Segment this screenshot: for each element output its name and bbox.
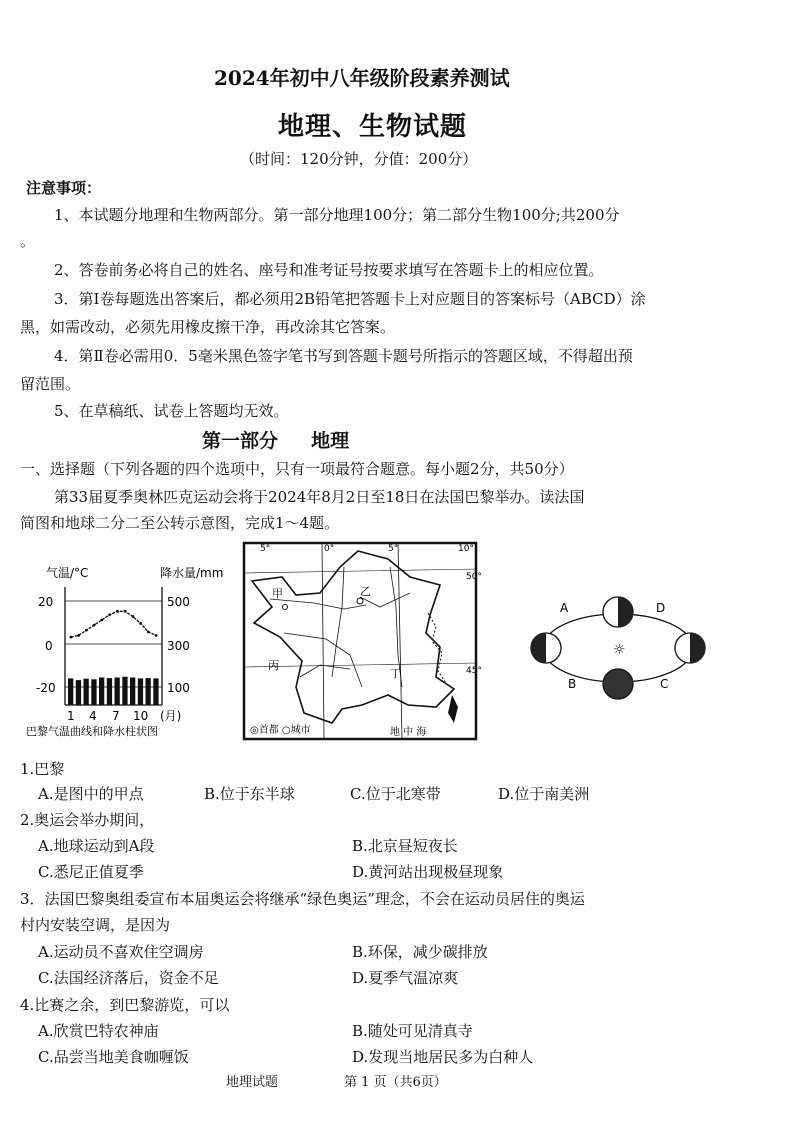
section1-heading: 一、选择题（下列各题的四个选项中，只有一项最符合题意。每小题2分，共50分） (20, 460, 574, 478)
intro-line1: 第33届夏季奥林匹克运动会将于2024年8月2日至18日在法国巴黎举办。读法国 (54, 488, 585, 506)
precip-bar-8 (122, 677, 127, 705)
map-label-bing: 丙 (268, 659, 279, 672)
q1-option-b[interactable]: B.位于东半球 (204, 785, 295, 803)
map-legend: ◎首都 ○城市 (250, 725, 311, 736)
q3-stem: 3．法国巴黎奥组委宣布本届奥运会将继承“绿色奥运”理念，不会在运动员居住的奥运 (20, 890, 585, 908)
temp-point-5 (101, 619, 104, 622)
q4-option-a[interactable]: A.欣赏巴特农神庙 (38, 1022, 159, 1040)
precip-tick-100: 100 (167, 681, 190, 695)
q4-option-b[interactable]: B.随处可见清真寺 (352, 1022, 473, 1040)
q2-stem: 2.奥运会举办期间， (20, 811, 155, 829)
precip-bar-1 (68, 678, 73, 705)
precip-bar-6 (107, 678, 112, 705)
precip-bar-9 (130, 678, 135, 706)
temperature-curve (71, 611, 156, 637)
q3-stem-cont: 村内安装空调，是因为 (20, 916, 171, 934)
temp-point-9 (132, 615, 135, 618)
precip-bar-2 (76, 680, 81, 705)
temp-point-11 (147, 631, 150, 634)
note-2: 2、答卷前务必将自己的姓名、座号和准考证号按要求填写在答题卡上的相应位置。 (54, 261, 604, 279)
q1-option-a[interactable]: A.是图中的甲点 (38, 785, 144, 803)
temp-point-2 (77, 634, 80, 637)
temp-point-6 (108, 613, 111, 616)
month-tick-4: 4 (89, 709, 97, 723)
orbit-label-b: B (568, 677, 577, 691)
month-unit: (月) (160, 709, 182, 723)
precip-bar-11 (146, 678, 151, 705)
temp-point-8 (124, 610, 127, 613)
note-1: 1、本试题分地理和生物两部分。第一部分地理100分；第二部分生物100分;共200分 (54, 206, 620, 224)
orbit-label-c: C (660, 677, 669, 691)
temp-point-1 (70, 636, 73, 639)
earth-top-night (618, 597, 633, 627)
chart-caption: 巴黎气温曲线和降水柱状图 (26, 725, 158, 738)
note-3-cont: 黑，如需改动，必须先用橡皮擦干净，再改涂其它答案。 (20, 318, 396, 336)
temp-point-10 (139, 622, 142, 625)
footer-subject: 地理试题 (226, 1075, 279, 1090)
q4-option-d[interactable]: D.发现当地居民多为白种人 (352, 1048, 534, 1066)
q1-stem: 1.巴黎 (20, 760, 65, 778)
temp-point-3 (85, 629, 88, 632)
precip-axis-label: 降水量/mm (160, 566, 224, 580)
earth-right-night (690, 633, 705, 663)
map-label-yi: 乙 (360, 585, 371, 598)
map-lon-0: 0° (324, 544, 335, 554)
q2-option-d[interactable]: D.黄河站出现极昼现象 (352, 863, 504, 881)
q4-option-c[interactable]: C.品尝当地美食咖喱饭 (38, 1048, 189, 1066)
temp-point-4 (93, 624, 96, 627)
map-label-sea: 地 中 海 (390, 727, 427, 738)
precip-bar-10 (138, 678, 143, 705)
temp-tick-20: 20 (38, 595, 54, 609)
time-score: （时间：120分钟，分值：200分） (240, 150, 478, 168)
q3-option-a[interactable]: A.运动员不喜欢住空调房 (38, 943, 204, 961)
note-4: 4．第Ⅱ卷必需用0．5毫米黑色签字笔书写到答题卡题号所指示的答题区域，不得超出预 (54, 347, 633, 365)
map-label-jia: 甲 (272, 587, 283, 600)
month-tick-7: 7 (112, 709, 120, 723)
sun-icon: ☼ (613, 642, 626, 658)
note-3: 3．第Ⅰ卷每题选出答案后，都必须用2B铅笔把答题卡上对应题目的答案标号（ABCD）涂 (54, 290, 646, 308)
map-lon-10: 10° (458, 544, 474, 554)
note-4-cont: 留范围。 (20, 375, 81, 393)
q3-option-d[interactable]: D.夏季气温凉爽 (352, 969, 459, 987)
precip-bar-4 (91, 679, 96, 705)
earth-left-night (531, 633, 546, 663)
intro-line2: 简图和地球二分二至公转示意图，完成1～4题。 (20, 514, 340, 532)
q4-stem: 4.比赛之余，到巴黎游览，可以 (20, 996, 230, 1014)
q2-option-a[interactable]: A.地球运动到A段 (38, 837, 155, 855)
precip-tick-300: 300 (167, 639, 190, 653)
temp-point-12 (155, 634, 158, 637)
subject-title: 地理、生物试题 (278, 112, 468, 142)
q1-option-c[interactable]: C.位于北寒带 (350, 785, 441, 803)
map-lat-50: 50° (466, 572, 482, 582)
map-lon-5w: 5° (260, 544, 271, 554)
q3-option-b[interactable]: B.环保，减少碳排放 (352, 943, 488, 961)
orbit-label-d: D (656, 601, 666, 615)
precip-bar-12 (153, 678, 158, 705)
q1-option-d[interactable]: D.位于南美洲 (498, 785, 590, 803)
q2-option-b[interactable]: B.北京昼短夜长 (352, 837, 458, 855)
note-5: 5、在草稿纸、试卷上答题均无效。 (54, 402, 289, 420)
part1-title: 第一部分 地理 (202, 430, 350, 452)
precip-bar-3 (84, 679, 89, 705)
climate-chart (20, 555, 242, 745)
temp-tick-0: 0 (45, 639, 53, 653)
precip-bar-5 (99, 678, 104, 706)
q2-option-c[interactable]: C.悉尼正值夏季 (38, 863, 144, 881)
orbit-diagram (520, 590, 716, 702)
orbit-label-a: A (560, 601, 569, 615)
temp-axis-label: 气温/°C (46, 566, 89, 580)
note-1-cont: 。 (20, 232, 36, 250)
footer-page: 第 1 页（共6页） (344, 1075, 447, 1090)
map-label-ding: 丁 (390, 667, 401, 680)
france-map (240, 537, 482, 745)
precip-tick-500: 500 (167, 595, 190, 609)
map-lat-45: 45° (466, 666, 482, 676)
notes-heading: 注意事项： (26, 179, 102, 197)
temp-point-7 (116, 610, 119, 613)
q3-option-c[interactable]: C.法国经济落后，资金不足 (38, 969, 219, 987)
map-lon-5e: 5° (388, 544, 399, 554)
month-tick-1: 1 (67, 709, 75, 723)
precip-bar-7 (115, 678, 120, 706)
month-tick-10: 10 (133, 709, 149, 723)
earth-bottom (603, 669, 633, 699)
exam-title: 2024年初中八年级阶段素养测试 (214, 66, 510, 90)
temp-tick-neg20: -20 (36, 681, 56, 695)
